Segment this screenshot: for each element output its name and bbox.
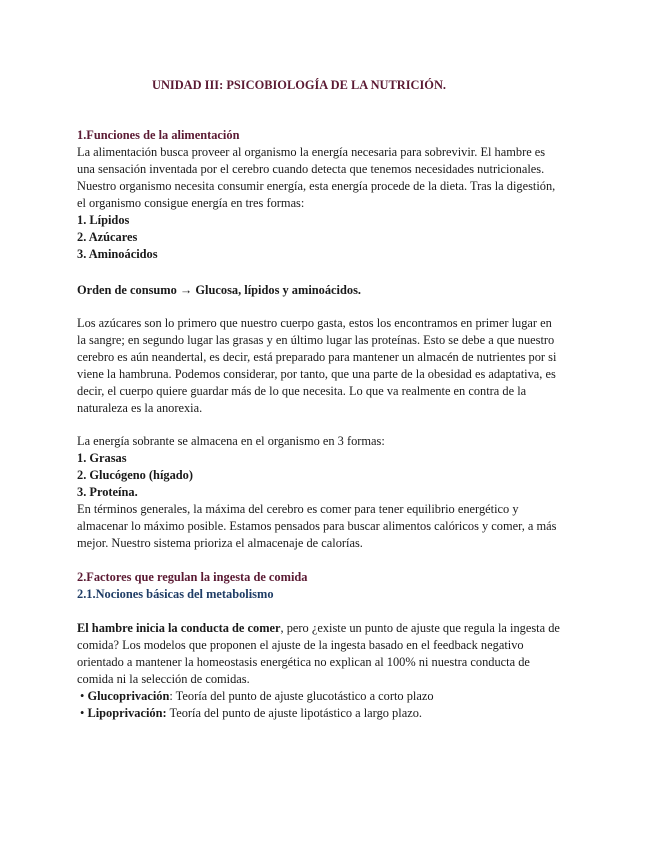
paragraph-line: viene la hambruna. Podemos considerar, por tanto, que una parte de la obesidad es adaptativa, es (77, 367, 556, 381)
list-item: 1. Lípidos (77, 213, 130, 227)
list-item: 3. Proteína. (77, 485, 138, 499)
paragraph-line: orientado a mantener la homeostasis energética no explican al 100% ni nuestra conducta de (77, 655, 530, 669)
subsection-heading-metabolismo: 2.1.Nociones básicas del metabolismo (77, 587, 274, 601)
paragraph-line (77, 620, 560, 637)
paragraph-line: comida ni la selección de comidas. (77, 672, 250, 686)
consumption-order: Orden de consumo → Glucosa, lípidos y aminoácidos. (77, 283, 361, 297)
paragraph-line: una sensación inventada por el cerebro cuando detecta que tenemos necesidades nutricionales. (77, 162, 545, 176)
paragraph-line: almacenar lo máximo posible. Estamos pensados para buscar alimentos calóricos y comer, a más (77, 519, 557, 533)
paragraph-line: el organismo consigue energía en tres formas: (77, 196, 305, 210)
paragraph-line: Los azúcares son lo primero que nuestro cuerpo gasta, estos los encontramos en primer lugar en (77, 316, 552, 330)
bullet-term: Lipoprivación (87, 706, 163, 720)
paragraph-line: cerebro es aún neandertal, es decir, está preparado para mantener un almacén de nutrientes por si (77, 350, 557, 364)
bullet-item: • Lipoprivación: Teoría del punto de ajuste lipotástico a largo plazo. (80, 706, 422, 720)
list-item: 3. Aminoácidos (77, 247, 158, 261)
paragraph-line: la sangre; en segundo lugar las grasas y en último lugar las proteínas. Esto se debe a que nuestro (77, 333, 555, 347)
list-item: 2. Azúcares (77, 230, 138, 244)
section-heading-funciones: 1.Funciones de la alimentación (77, 128, 240, 142)
paragraph-line: En términos generales, la máxima del cerebro es comer para tener equilibrio energético y (77, 502, 519, 516)
bullet-separator: : (169, 689, 173, 703)
paragraph-line: La energía sobrante se almacena en el organismo en 3 formas: (77, 434, 385, 448)
paragraph-line: La alimentación busca proveer al organismo la energía necesaria para sobrevivir. El hambre es (77, 145, 546, 159)
bold-phrase: El hambre inicia la conducta de comer (77, 621, 281, 635)
list-item: 1. Grasas (77, 451, 127, 465)
bullet-item: • Glucoprivación: Teoría del punto de ajuste glucotástico a corto plazo (80, 689, 434, 703)
section-heading-factores: 2.Factores que regulan la ingesta de comida (77, 570, 308, 584)
bullet-separator: : (162, 706, 167, 720)
paragraph-line: comida? Los modelos que proponen el ajuste de la ingesta basado en el feedback negativo (77, 638, 524, 652)
bullet-text: Teoría del punto de ajuste lipotástico a largo plazo. (166, 706, 422, 720)
paragraph-line: naturaleza es la anorexia. (77, 401, 203, 415)
paragraph-line: Nuestro organismo necesita consumir energía, esta energía procede de la dieta. Tras la digestión, (77, 179, 556, 193)
paragraph-line: mejor. Nuestro sistema prioriza el almacenaje de calorías. (77, 536, 363, 550)
list-item: 2. Glucógeno (hígado) (77, 468, 193, 482)
paragraph-line: decir, el cuerpo quiere guardar más de lo que necesita. Lo que va realmente en contra de la (77, 384, 527, 398)
bullet-term: Glucoprivación (87, 689, 170, 703)
paragraph-text: , pero ¿existe un punto de ajuste que regula la ingesta de (280, 621, 560, 635)
bullet-text: Teoría del punto de ajuste glucotástico a corto plazo (172, 689, 434, 703)
page-title: UNIDAD III: PSICOBIOLOGÍA DE LA NUTRICIÓN. (152, 78, 446, 92)
